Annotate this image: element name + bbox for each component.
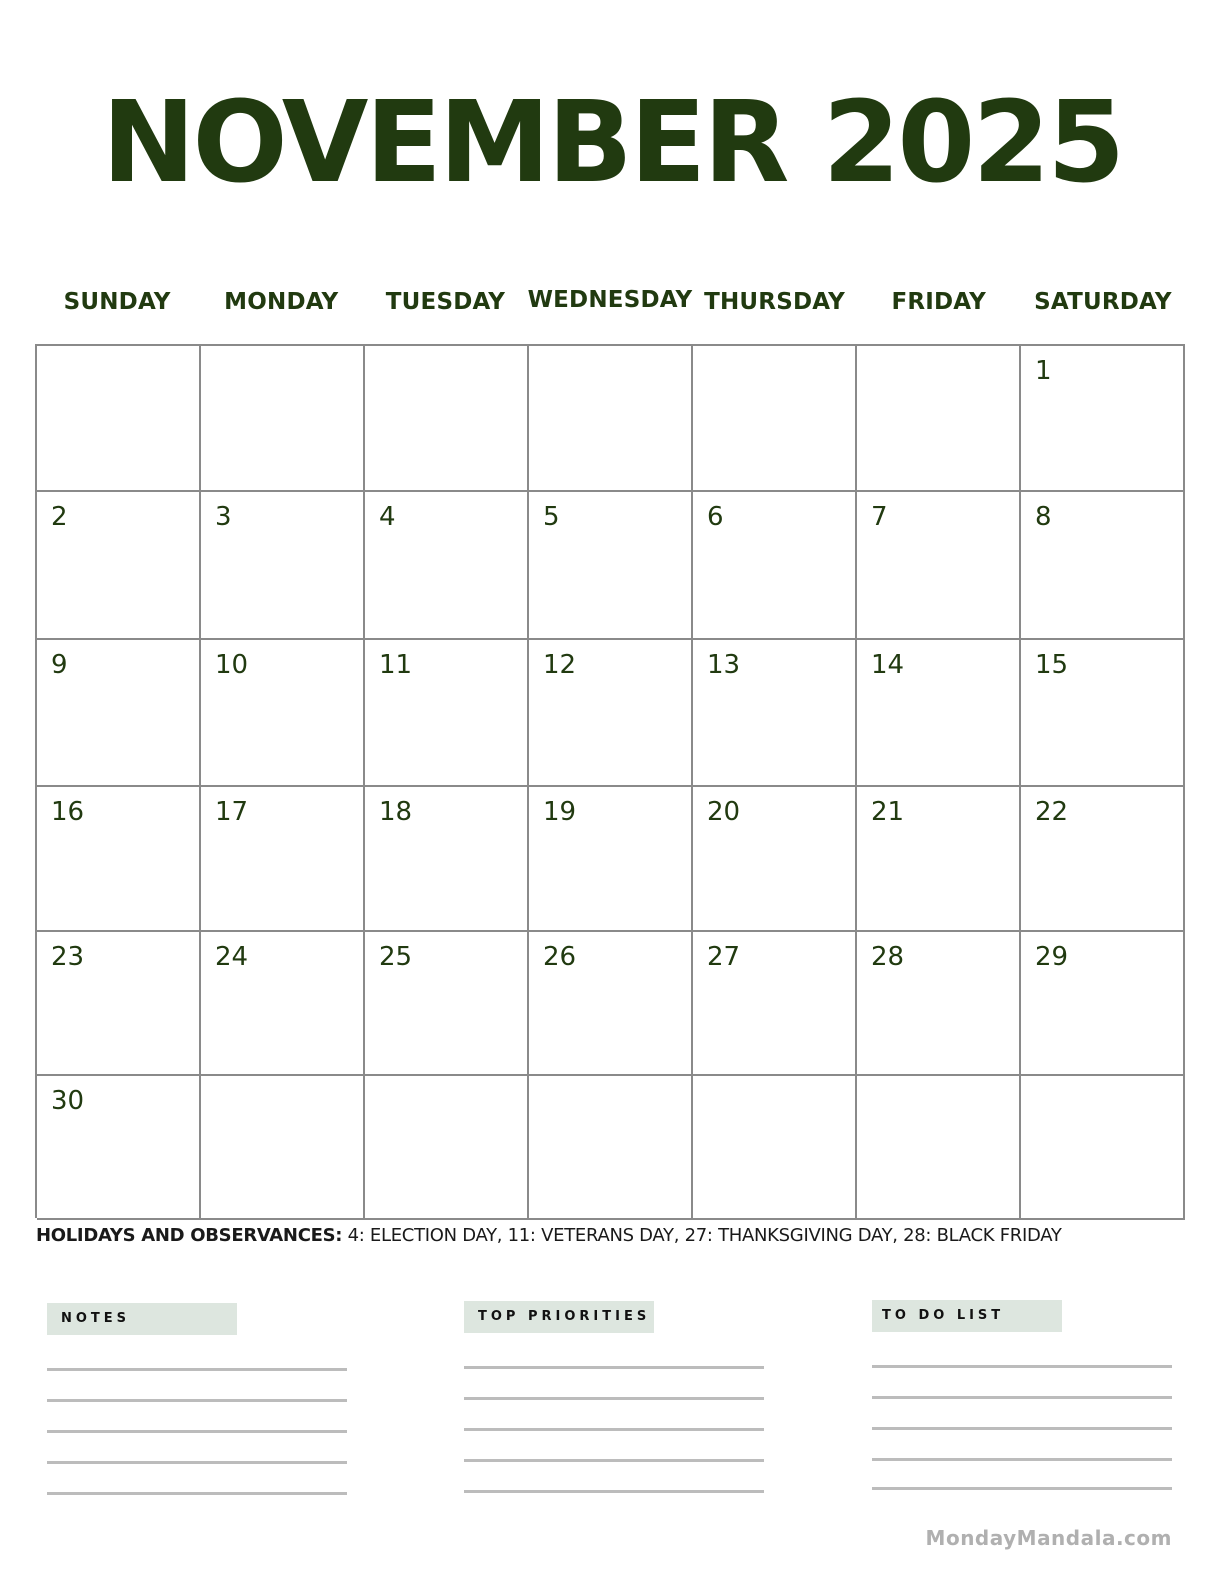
day-cell[interactable] [365,640,529,787]
weekday-header-row [35,282,1185,322]
ruled-line[interactable] [872,1427,1172,1430]
ruled-line[interactable] [464,1397,764,1400]
day-cell[interactable] [201,492,365,640]
day-cell[interactable] [37,1076,201,1220]
day-cell[interactable] [693,346,857,492]
ruled-line[interactable] [872,1365,1172,1368]
day-number: 30 [51,1086,85,1116]
day-cell[interactable] [37,787,201,932]
ruled-line[interactable] [47,1461,347,1464]
day-cell[interactable] [1021,787,1185,932]
day-cell[interactable] [201,346,365,492]
day-number: 21 [871,797,905,827]
ruled-line[interactable] [464,1459,764,1462]
ruled-line[interactable] [872,1487,1172,1490]
day-number: 16 [51,797,85,827]
day-cell[interactable] [693,932,857,1076]
ruled-line[interactable] [872,1396,1172,1399]
day-cell[interactable] [37,932,201,1076]
day-number: 28 [871,942,905,972]
day-number: 27 [707,942,741,972]
day-cell[interactable] [365,932,529,1076]
day-cell[interactable] [37,640,201,787]
day-number: 11 [379,650,413,680]
day-cell[interactable] [1021,346,1185,492]
day-cell[interactable] [857,492,1021,640]
day-cell[interactable] [37,346,201,492]
day-cell[interactable] [201,787,365,932]
day-number: 18 [379,797,413,827]
day-number: 25 [379,942,413,972]
calendar-grid [35,344,1185,1218]
day-cell[interactable] [693,787,857,932]
day-cell[interactable] [365,787,529,932]
day-cell[interactable] [529,787,693,932]
day-number: 29 [1035,942,1069,972]
day-cell[interactable] [857,787,1021,932]
day-number: 3 [215,502,232,532]
day-cell[interactable] [857,640,1021,787]
day-cell[interactable] [693,492,857,640]
day-number: 10 [215,650,249,680]
notes-tag: NOTES [47,1303,237,1335]
day-number: 4 [379,502,396,532]
to-do-list-section [872,1300,1174,1490]
day-number: 14 [871,650,905,680]
day-cell[interactable] [529,932,693,1076]
top-priorities-tag: TOP PRIORITIES [464,1301,654,1333]
day-number: 24 [215,942,249,972]
day-number: 6 [707,502,724,532]
day-cell[interactable] [201,1076,365,1220]
weekday-tuesday: TUESDAY [385,289,506,315]
to-do-list-tag: TO DO LIST [872,1300,1062,1332]
day-number: 26 [543,942,577,972]
day-cell[interactable] [365,346,529,492]
page-title: NOVEMBER 2025 [101,78,1123,208]
day-number: 12 [543,650,577,680]
weekday-monday: MONDAY [224,289,339,315]
day-cell[interactable] [1021,1076,1185,1220]
day-cell[interactable] [857,1076,1021,1220]
ruled-line[interactable] [47,1399,347,1402]
day-number: 20 [707,797,741,827]
holidays-list: 4: ELECTION DAY, 11: VETERANS DAY, 27: THANKSGIVING DAY, 28: BLACK FRIDAY [342,1225,1062,1246]
day-number: 19 [543,797,577,827]
day-number: 7 [871,502,888,532]
day-number: 9 [51,650,68,680]
holidays-label: HOLIDAYS AND OBSERVANCES: [36,1225,343,1246]
notes-section [47,1303,349,1495]
day-number: 5 [543,502,560,532]
day-number: 22 [1035,797,1069,827]
day-cell[interactable] [365,492,529,640]
day-cell[interactable] [529,492,693,640]
ruled-line[interactable] [47,1492,347,1495]
day-number: 15 [1035,650,1069,680]
day-cell[interactable] [529,640,693,787]
day-cell[interactable] [201,640,365,787]
watermark: MondayMandala.com [925,1526,1172,1550]
day-cell[interactable] [693,1076,857,1220]
day-cell[interactable] [201,932,365,1076]
weekday-friday: FRIDAY [891,289,986,315]
day-cell[interactable] [693,640,857,787]
ruled-line[interactable] [464,1428,764,1431]
day-number: 23 [51,942,85,972]
day-cell[interactable] [529,346,693,492]
day-cell[interactable] [529,1076,693,1220]
ruled-line[interactable] [872,1458,1172,1461]
day-cell[interactable] [1021,492,1185,640]
weekday-wednesday: WEDNESDAY [527,287,693,313]
day-cell[interactable] [857,346,1021,492]
day-cell[interactable] [857,932,1021,1076]
day-cell[interactable] [365,1076,529,1220]
day-number: 2 [51,502,68,532]
ruled-line[interactable] [464,1366,764,1369]
holidays-observances [36,1224,1196,1248]
day-cell[interactable] [37,492,201,640]
ruled-line[interactable] [464,1490,764,1493]
day-number: 17 [215,797,249,827]
day-cell[interactable] [1021,640,1185,787]
top-priorities-section [464,1301,766,1493]
day-cell[interactable] [1021,932,1185,1076]
day-number: 8 [1035,502,1052,532]
weekday-sunday: SUNDAY [63,289,171,315]
weekday-saturday: SATURDAY [1034,289,1172,315]
day-number: 13 [707,650,741,680]
weekday-thursday: THURSDAY [704,289,845,315]
ruled-line[interactable] [47,1430,347,1433]
ruled-line[interactable] [47,1368,347,1371]
day-number: 1 [1035,356,1052,386]
